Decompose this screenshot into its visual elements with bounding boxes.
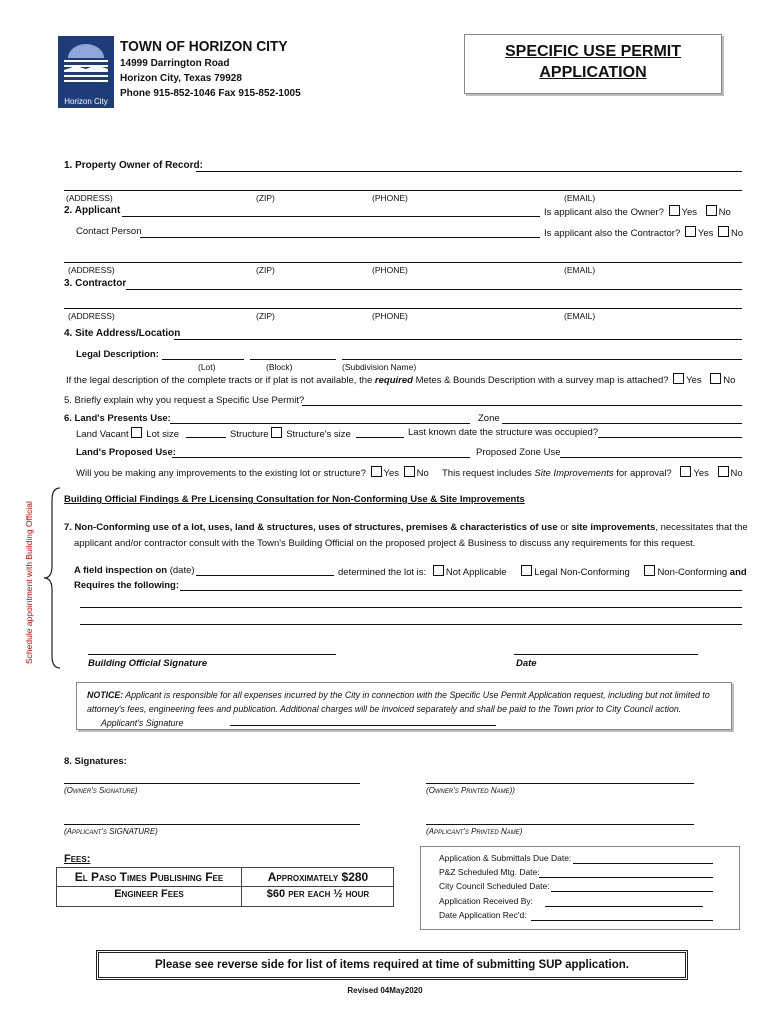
date-received-label: Date Application Rec'd: — [439, 910, 527, 920]
land-vacant-row: Land Vacant Lot size — [76, 429, 180, 440]
received-by-label: Application Received By: — [439, 896, 534, 906]
council-date-label: City Council Scheduled Date: — [439, 881, 550, 891]
owner-address-line[interactable] — [64, 190, 742, 191]
fees-row-divider — [57, 886, 393, 887]
horizon-logo-icon — [58, 36, 114, 92]
fees-divider — [241, 868, 242, 906]
fees-label: Fees: — [64, 853, 91, 865]
requires-line-1[interactable] — [180, 590, 742, 591]
contractor-field[interactable] — [126, 289, 742, 290]
field-inspection-label: A field inspection on (date) — [74, 565, 195, 576]
non-conforming-paragraph: 7. Non-Conforming use of a lot, uses, land & structures, uses of structures, premises & characteristics of use or site improvements, necessitates that the applicant and/or contractor consult with the Town's Building Official on the proposed project & Business to discuss any requirements for this request. — [64, 522, 748, 549]
explain-request-label: 5. Briefly explain why you request a Specific Use Permit? — [64, 395, 305, 406]
contractor-no-checkbox[interactable] — [718, 226, 729, 237]
owner-phone-caption: (PHONE) — [372, 193, 408, 203]
metes-bounds-question: If the legal description of the complete tracts or if plat is not available, the required Metes & Bounds Description with a survey map is attached? Yes No — [66, 375, 736, 386]
lot-determination-row: determined the lot is: Not Applicable Legal Non-Conforming Non-Conforming and — [338, 567, 747, 578]
contractor-yes-checkbox[interactable] — [685, 226, 696, 237]
structure-checkbox[interactable] — [271, 427, 282, 438]
lot-size-field[interactable] — [186, 437, 226, 438]
proposed-use-label: Land's Proposed Use: — [76, 447, 176, 458]
applicant-address-caption: (ADDRESS) — [68, 265, 115, 275]
owner-email-caption: (EMAIL) — [564, 193, 596, 203]
building-date-label: Date — [516, 658, 537, 669]
due-date-field[interactable] — [573, 863, 713, 864]
subdivision-caption: (Subdivision Name) — [342, 362, 417, 372]
last-occupied-label: Last known date the structure was occupied? — [408, 427, 599, 438]
revised-date: Revised 04May2020 — [347, 986, 423, 995]
applicant-address-line[interactable] — [64, 262, 742, 263]
owner-printed-name-line[interactable] — [426, 783, 694, 784]
owner-yes-checkbox[interactable] — [669, 205, 680, 216]
applicant-phone-caption: (PHONE) — [372, 265, 408, 275]
property-owner-label: 1. Property Owner of Record: — [64, 160, 203, 171]
block-field[interactable] — [250, 359, 336, 360]
building-signature-line[interactable] — [88, 654, 336, 655]
explain-request-field[interactable] — [302, 405, 742, 406]
owner-zip-caption: (ZIP) — [256, 193, 275, 203]
logo-text: Horizon City — [64, 97, 108, 106]
building-signature-label: Building Official Signature — [88, 658, 208, 669]
requires-line-2[interactable] — [80, 607, 742, 608]
notice-box: NOTICE: Applicant is responsible for all expenses incurred by the City in connection with the Specific Use Permit Application request, including but not limited to attorney's fees, engineering fees and publication. Additional charges will be invoiced separately and shall be paid to the Town prior to City Council action. Applicant's Signature — [76, 682, 732, 730]
due-date-label: Application & Submittals Due Date: — [439, 853, 572, 863]
requires-following-label: Requires the following: — [74, 580, 180, 591]
last-occupied-field[interactable] — [598, 437, 742, 438]
form-title-line1: SPECIFIC USE PERMIT — [504, 43, 682, 60]
metes-yes-checkbox[interactable] — [673, 373, 684, 384]
contractor-email-caption: (EMAIL) — [564, 311, 596, 321]
fee-value-engineer: $60 per each ½ hour — [266, 888, 370, 900]
building-date-line[interactable] — [514, 654, 698, 655]
land-vacant-checkbox[interactable] — [131, 427, 142, 438]
applicant-email-caption: (EMAIL) — [564, 265, 596, 275]
improvements-yes-checkbox[interactable] — [371, 466, 382, 477]
site-address-field[interactable] — [174, 339, 742, 340]
zone-field[interactable] — [502, 423, 742, 424]
applicant-signature-caption: (Applicant's SIGNATURE) — [64, 827, 158, 836]
lot-field[interactable] — [162, 359, 244, 360]
org-address2: Horizon City, Texas 79928 — [120, 73, 242, 84]
contact-person-label: Contact Person — [76, 226, 142, 237]
owner-address-caption: (ADDRESS) — [66, 193, 113, 203]
owner-printed-name-caption: (Owner's Printed Name)) — [426, 786, 515, 795]
structure-size-field[interactable] — [356, 437, 404, 438]
contractor-phone-caption: (PHONE) — [372, 311, 408, 321]
block-caption: (Block) — [266, 362, 293, 372]
present-use-field[interactable] — [170, 423, 470, 424]
reverse-side-box — [96, 950, 688, 980]
pz-date-label: P&Z Scheduled Mtg. Date: — [439, 867, 540, 877]
applicant-signature-line[interactable] — [64, 824, 360, 825]
contractor-address-caption: (ADDRESS) — [68, 311, 115, 321]
council-date-field[interactable] — [551, 891, 713, 892]
site-improvements-question: This request includes Site Improvements for approval? Yes No — [442, 468, 743, 479]
improvements-question: Will you be making any improvements to the existing lot or structure? Yes No — [76, 468, 429, 479]
improvements-no-checkbox[interactable] — [404, 466, 415, 477]
form-title-line2: APPLICATION — [539, 64, 647, 81]
office-use-box — [420, 846, 740, 930]
date-received-field[interactable] — [531, 920, 713, 921]
proposed-use-field[interactable] — [172, 457, 470, 458]
org-address1: 14999 Darrington Road — [120, 58, 230, 69]
fees-table — [56, 867, 394, 907]
not-applicable-checkbox[interactable] — [433, 565, 444, 576]
proposed-zone-label: Proposed Zone Use — [476, 447, 561, 458]
received-by-field[interactable] — [545, 906, 703, 907]
notice-applicant-signature-field[interactable] — [230, 725, 496, 726]
fee-name-engineer: Engineer Fees — [114, 888, 184, 900]
applicant-printed-name-caption: (Applicant's Printed Name) — [426, 827, 523, 836]
property-owner-field[interactable] — [196, 171, 742, 172]
form-title-box — [464, 34, 722, 94]
contractor-label: 3. Contractor — [64, 278, 127, 289]
structure-row: Structure Structure's size — [230, 429, 351, 440]
present-use-label: 6. Land's Presents Use: — [64, 413, 171, 424]
owner-signature-caption: (Owner's Signature) — [64, 786, 138, 795]
contractor-address-line[interactable] — [64, 308, 742, 309]
applicant-contractor-question: Is applicant also the Contractor? Yes No — [544, 228, 744, 239]
lot-caption: (Lot) — [198, 362, 216, 372]
legal-description-label: Legal Description: — [76, 349, 159, 360]
legal-non-conforming-checkbox[interactable] — [521, 565, 532, 576]
town-logo — [58, 36, 114, 108]
site-address-label: 4. Site Address/Location — [64, 328, 181, 339]
subdivision-field[interactable] — [342, 359, 742, 360]
applicant-owner-question: Is applicant also the Owner? Yes No — [544, 207, 731, 218]
non-conforming-checkbox[interactable] — [644, 565, 655, 576]
brace-icon — [42, 486, 62, 670]
applicant-field[interactable] — [122, 216, 540, 217]
zone-label: Zone — [478, 413, 500, 424]
applicant-zip-caption: (ZIP) — [256, 265, 275, 275]
reverse-side-text: Please see reverse side for list of items required at time of submitting SUP application. — [155, 959, 629, 971]
signatures-label: 8. Signatures: — [64, 756, 127, 767]
applicant-printed-name-line[interactable] — [426, 824, 694, 825]
fee-value-publishing: Approximately $280 — [267, 870, 369, 884]
proposed-zone-field[interactable] — [560, 457, 742, 458]
fee-name-publishing: El Paso Times Publishing Fee — [74, 870, 224, 884]
schedule-appointment-side-text: Schedule appointment with Building Official — [24, 501, 34, 664]
requires-line-3[interactable] — [80, 624, 742, 625]
org-phone-fax: Phone 915-852-1046 Fax 915-852-1005 — [120, 88, 301, 99]
inspection-date-field[interactable] — [196, 575, 334, 576]
owner-no-checkbox[interactable] — [706, 205, 717, 216]
metes-no-checkbox[interactable] — [710, 373, 721, 384]
pz-date-field[interactable] — [539, 877, 713, 878]
owner-signature-line[interactable] — [64, 783, 360, 784]
applicant-label: 2. Applicant — [64, 205, 121, 216]
org-name: TOWN OF HORIZON CITY — [120, 38, 288, 55]
contractor-zip-caption: (ZIP) — [256, 311, 275, 321]
building-official-heading: Building Official Findings & Pre Licensing Consultation for Non-Conforming Use & Site Improvements — [64, 494, 525, 505]
site-improvements-no-checkbox[interactable] — [718, 466, 729, 477]
contact-person-field[interactable] — [140, 237, 540, 238]
site-improvements-yes-checkbox[interactable] — [680, 466, 691, 477]
